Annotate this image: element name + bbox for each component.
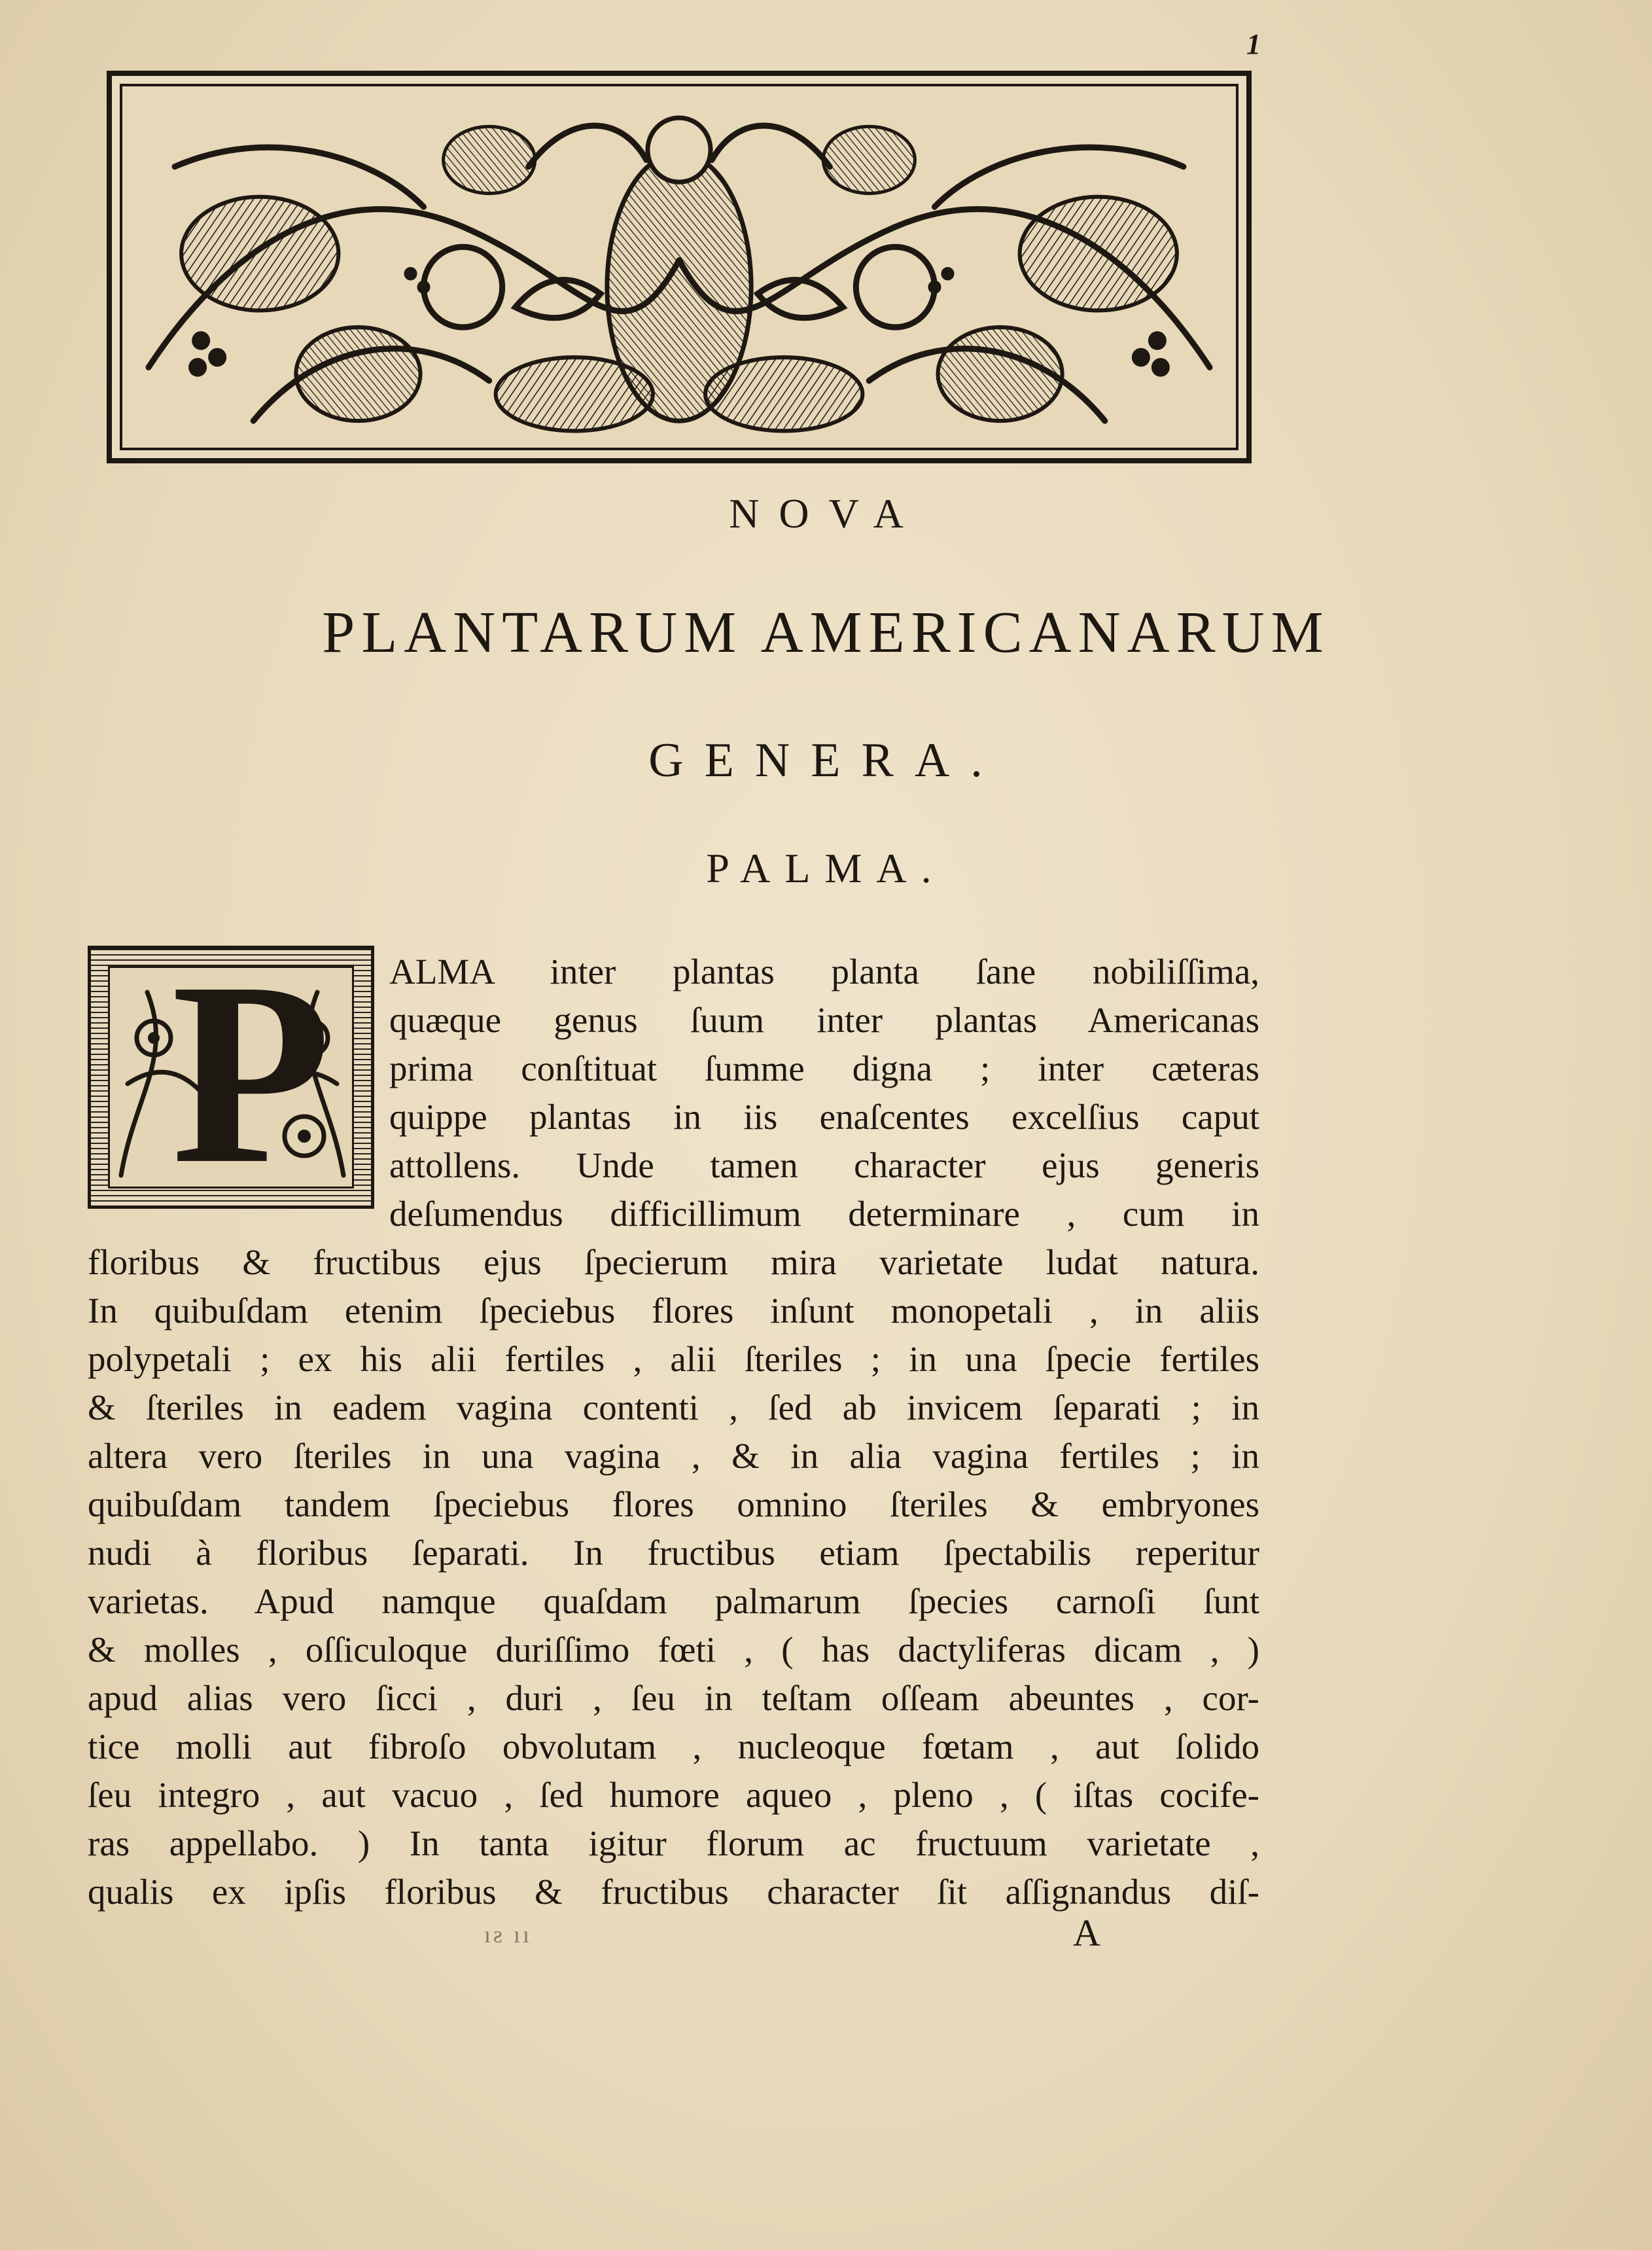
dropcap-initial xyxy=(88,946,374,1209)
text-line: prima conſtituat ſumme digna ; inter cæteras xyxy=(389,1048,1259,1088)
dropcap-letter: P xyxy=(171,946,332,1209)
text-line: quæque genus ſuum inter plantas Americanas xyxy=(389,1000,1259,1040)
title-genera: GENERA. xyxy=(648,734,1004,787)
page-number: 1 xyxy=(1246,28,1261,60)
text-line: floribus & fructibus ejus ſpecierum mira varietate ludat natura. xyxy=(88,1242,1259,1282)
section-heading-palma: PALMA. xyxy=(706,845,946,891)
text-line: attollens. Unde tamen character ejus generis xyxy=(389,1145,1259,1185)
text-line: In quibuſdam etenim ſpeciebus flores inſunt monopetali , in aliis xyxy=(88,1291,1259,1330)
text-line: varietas. Apud namque quaſdam palmarum ſpecies carnoſi ſunt xyxy=(88,1581,1259,1621)
text-line: nudi à floribus ſeparati. In fructibus etiam ſpectabilis reperitur xyxy=(88,1533,1259,1573)
text-line: & molles , oſſiculoque duriſſimo fœti , ( has dactyliferas dicam , ) xyxy=(88,1630,1259,1670)
signature-mark: A xyxy=(1073,1912,1100,1954)
text-line: quippe plantas in iis enaſcentes excelſius caput xyxy=(389,1097,1259,1137)
bleed-through-mark: ıƨ ıı xyxy=(484,1921,533,1948)
text-line: polypetali ; ex his alii fertiles , alii ſteriles ; in una ſpecie fertiles xyxy=(88,1339,1259,1379)
title-plantarum-americanarum: PLANTARUM AMERICANARUM xyxy=(322,600,1330,665)
text-line: ras appellabo. ) In tanta igitur florum ac fructuum varietate , xyxy=(88,1823,1259,1863)
text-line: apud alias vero ſicci , duri , ſeu in teſtam oſſeam abeuntes , cor- xyxy=(88,1678,1259,1718)
text-line: tice molli aut fibroſo obvolutam , nucleoque fœtam , aut ſolido xyxy=(88,1726,1259,1766)
text-line: altera vero ſteriles in una vagina , & in alia vagina fertiles ; in xyxy=(88,1436,1259,1476)
text-line: ALMA inter plantas planta ſane nobiliſſima, xyxy=(389,952,1259,991)
title-nova: NOVA xyxy=(729,490,923,537)
text-line: ſeu integro , aut vacuo , ſed humore aqueo , pleno , ( iſtas cocife- xyxy=(88,1775,1259,1815)
headpiece-ornament xyxy=(107,71,1252,463)
text-line: deſumendus difficillimum determinare , cum in xyxy=(389,1194,1259,1234)
woodcut-headpiece-icon xyxy=(122,86,1236,448)
text-line: qualis ex ipſis floribus & fructibus character ſit aſſignandus diſ- xyxy=(88,1872,1259,1912)
text-line: & ſteriles in eadem vagina contenti , ſed ab invicem ſeparati ; in xyxy=(88,1387,1259,1427)
text-line: quibuſdam tandem ſpeciebus flores omnino ſteriles & embryones xyxy=(88,1484,1259,1524)
